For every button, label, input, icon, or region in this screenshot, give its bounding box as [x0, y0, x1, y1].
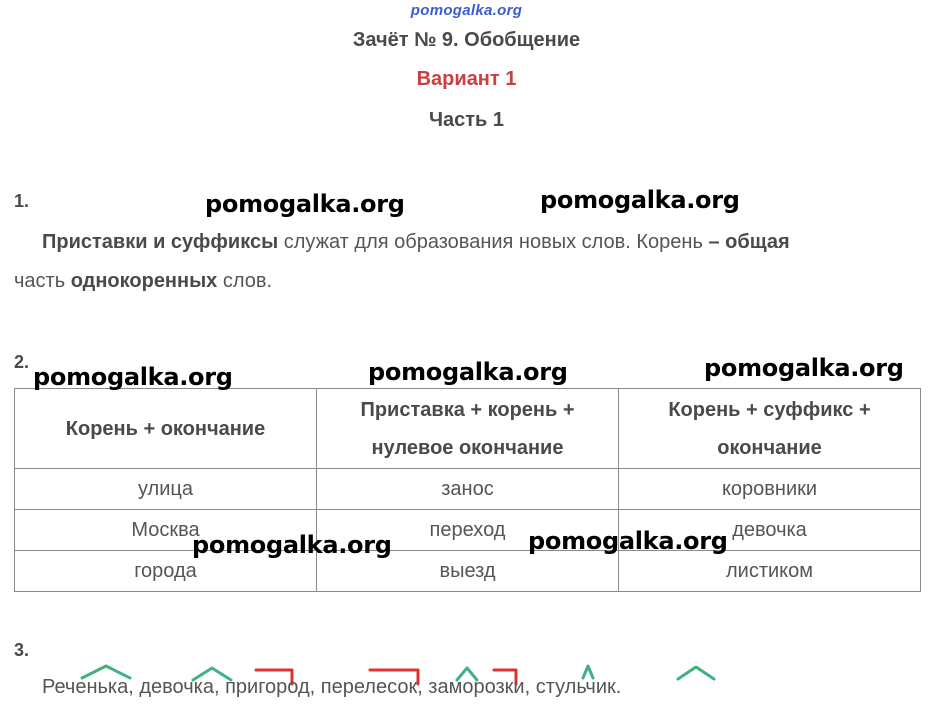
page-title: Зачёт № 9. Обобщение	[352, 29, 581, 51]
watermark-text: pomogalka.org	[540, 186, 740, 214]
table-cell: переход	[317, 510, 619, 551]
watermark-text: pomogalka.org	[368, 358, 568, 386]
table-cell: коровники	[619, 469, 921, 510]
table-cell: Москва	[15, 510, 317, 551]
table-cell: улица	[15, 469, 317, 510]
task-3-number: 3.	[14, 640, 30, 660]
header-root-suffix-ending: Корень + суффикс + окончание	[619, 389, 921, 469]
task-2-number: 2.	[14, 352, 30, 372]
watermark-text: pomogalka.org	[192, 531, 392, 559]
watermark-text: pomogalka.org	[704, 354, 904, 382]
site-logo[interactable]: pomogalka.org	[410, 2, 523, 19]
task-1-text: служат для образования новых слов. Корень	[278, 231, 709, 253]
task-1-text: часть	[14, 270, 71, 292]
task-1-number: 1.	[14, 191, 30, 211]
watermark-text: pomogalka.org	[528, 527, 728, 555]
header-root-ending: Корень + окончание	[15, 389, 317, 469]
task-1-bold-related: однокоренных	[70, 270, 218, 292]
watermark-text: pomogalka.org	[205, 190, 405, 218]
suffix-mark	[678, 667, 714, 679]
variant-heading: Вариант 1	[416, 68, 517, 90]
table-cell: листиком	[619, 551, 921, 592]
task-1-bold-common: – общая	[708, 231, 790, 253]
table-cell: выезд	[317, 551, 619, 592]
table-cell: девочка	[619, 510, 921, 551]
part-heading: Часть 1	[428, 109, 505, 131]
header-prefix-root-zero-ending: Приставка + корень + нулевое окончание	[317, 389, 619, 469]
table-cell: занос	[317, 469, 619, 510]
table-cell: города	[15, 551, 317, 592]
watermark-text: pomogalka.org	[33, 363, 233, 391]
task-3-words: Реченька, девочка, пригород, перелесок, заморозки, стульчик.	[42, 676, 622, 698]
task-1-text: слов.	[217, 270, 273, 292]
task-1-bold-affixes: Приставки и суффиксы	[42, 231, 279, 253]
